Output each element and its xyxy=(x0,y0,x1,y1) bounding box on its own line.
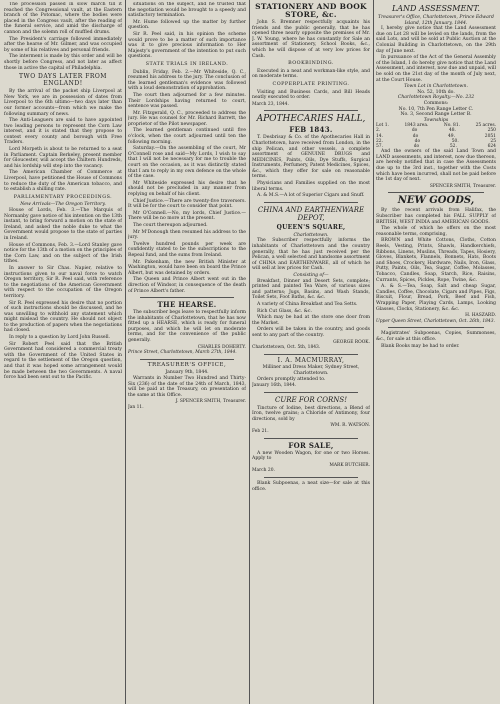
divider xyxy=(264,392,358,393)
paragraph: The interment is made by this order and will be shortly before Congress, and not later as affect those in active the capital of Philadelphia. xyxy=(4,54,122,71)
table-cell: Lot 1. xyxy=(376,123,389,129)
paragraph: Warrants in Number Two Hundred and Thirty-Six (236) of the date of the 24th of March, 1843, will be paid at the Treasury, on presentation of the same at this Office. xyxy=(128,376,246,398)
paragraph: Physicians and Families supplied on the most liberal terms. xyxy=(252,181,370,192)
table-cell: do xyxy=(411,128,418,134)
table-cell: No. 81. xyxy=(443,123,461,129)
paragraph: The procession passed in slow march till it reached the Congressional vault, at the Eastern branch of the Potomac, where the bodies were placed in the Congress vault, after the reading of the funeral service, and amid the discharge of cannon and the solemn roll of muffled drums. xyxy=(4,2,122,35)
dateline: Jan 11. xyxy=(128,405,144,410)
paragraph: In pursuance of the Act of the General Assembly of the Island, I do hereby give notice that the Land Assessment, and interest, now due and unpaid, will be sold on the 21st day of the month of July next, at the Court House. xyxy=(376,55,496,83)
advert-subheading: COPPERPLATE PRINTING. xyxy=(272,81,350,87)
table-cell: 48. xyxy=(448,128,456,134)
paragraph: Visiting and Business Cards, and Bill Heads neatly executed to order. xyxy=(252,89,370,101)
divider xyxy=(140,297,234,298)
column-rule xyxy=(125,0,126,704)
advert-heading: APOTHECARIES HALL, xyxy=(256,114,366,125)
paragraph: Tincture of Iodine, best directions, a Blend of Iron, twelve grains; a Chloride of Antimony, four directions, sold by xyxy=(252,405,370,422)
paragraph: In reply to a question by Lord John Russell. xyxy=(9,335,111,341)
paragraph: T. Desbrisay & Co. of the Apothecaries Hall in Charlottetown, have received from London, in the ship Pelican, and other vessels, a complete assortment of GENUINE DRUGS and MEDICINES, Paints, Oils, Dye Stuffs, Surgical Instruments, Perfumery, Patent Medicines, Spices, &c., which they offer for sale on reasonable terms. xyxy=(252,135,370,180)
table-row: No. 3, Second Range Letter B. xyxy=(400,112,472,118)
column-rule xyxy=(373,0,374,704)
advert-subheading: Milliner and Dress Maker, Sydney Street, Charlottetown. xyxy=(262,365,360,376)
table-cell: 2. xyxy=(376,128,381,134)
advert-heading: CURE FOR CORNS! xyxy=(274,395,348,404)
paragraph: Orders will be taken in the country, and goods sent to any part of the country. xyxy=(252,327,370,338)
paragraph: Which may be had at the store one door from the Market. xyxy=(252,315,370,326)
table-cell: 25 acres. xyxy=(475,123,496,129)
paragraph: Mr. Pakenham, the new British Minister at Washington, would have been on board the Prince Albert, but was detained by orders. xyxy=(128,259,246,276)
dateline: January 9th, 1844. xyxy=(165,370,209,376)
advert-subheading: BOOKBINDING. xyxy=(288,61,334,67)
advert-heading: THE HEARSE. xyxy=(157,300,217,310)
paragraph: BROWN and White Cottons, Cloths, Cotton Reels, Vesting, Prints, Shawls, Handkerchiefs, Ribbons, Linens, Muslins, Threads, Tapes, Hosiery, Gloves, Blankets, Flannels, Bonnets, Hats, Boots and Shoes, Crockery, Hardware, Nails, Iron, Glass, Putty, Paints, Oils, Tea, Sugar, Coffee, Molasses, Tobacco, Candles, Soap, Starch, Rice, Raisins, Currants, Spices, Pickles, Rope, Twine, &c. xyxy=(376,238,496,283)
advert-subheading: Charlottetown. xyxy=(293,232,329,238)
paragraph: Breakfast, Dinner and Desert Sets, complete; printed and painted Tea Ware, of various sizes and patterns; Jugs, Basins, and Wash Stands, Toilet Sets, Foot Baths, &c. &c. xyxy=(252,278,370,301)
divider xyxy=(264,202,358,203)
paragraph: Sir Robert Peel said that the British Government had considered a commercial treaty with the Government of the United States in regard to the settlement of the Oregon question, and that it was hoped some arrangement would be made between the two Governments. A naval force had been sent out to the Pacific. xyxy=(4,341,122,381)
paragraph: Orders promptly attended to. xyxy=(257,376,326,382)
paragraph: The court then adjourned for a few minutes. Their Lordships having returned to court, sentence was passed. xyxy=(128,92,246,110)
paragraph: The Queen and Prince Albert went out in the direction of Windsor, in consequence of the death of Prince Albert's father. xyxy=(128,277,246,294)
paragraph: By the arrival of the packet ship Liverpool at New York, we are in possession of dates from Liverpool to the 6th ultimo—two days later than our former accounts—from which we make the following summary of news. xyxy=(4,89,122,117)
paragraph: I, hereby give notice that the Land Assessment due on Lot 28 will be levied on the lands, from the said Lots, and will be sold at Public Auction at the Colonial Building in Charlottetown, on the 29th day of June next. xyxy=(376,26,496,54)
dateline: Prince Street, Charlottetown, March 27th, 1844. xyxy=(128,350,237,356)
article-heading: PARLIAMENTARY PROCEEDINGS. xyxy=(13,194,113,200)
paragraph: Mr O'Connell.—No, my lords, Chief Justice.—There will be no more at the present. xyxy=(128,210,246,222)
advert-heading: STATIONERY AND BOOK STORE, &c. xyxy=(255,2,367,19)
column-1 xyxy=(4,2,122,702)
table-cell: do xyxy=(414,138,421,144)
table-row: No. 52, 10th do. xyxy=(417,89,455,95)
table-row: No. 10, 7th Pen Range Letter C. xyxy=(398,106,474,112)
paragraph: Executed in a neat and workman-like style, and on moderate terms. xyxy=(252,68,370,80)
divider xyxy=(388,327,484,328)
paragraph: The Anti-Leaguers are said to have appointed two leading persons to represent the Corn Law interest, and it is stated that they propose to contest every county and borough with Free Traders. xyxy=(4,118,122,146)
table-cell: 250 xyxy=(487,128,496,134)
paragraph: Lord Morpeth is about to be returned to a seat in Parliament. Captain Berkeley, present member for Gloucester, will accept the Chiltern Hundreds, and his lordship will step into the vacancy. xyxy=(4,147,122,169)
table-cell: 25 xyxy=(490,138,496,144)
paragraph: The subscriber begs leave to respectfully inform the inhabitants of Charlottetown, that he has now fitted up a HEARSE, which is ready for funeral purposes, and which he will let on moderate terms, and for the convenience of the public generally. xyxy=(128,310,246,344)
paragraph: Mr. Hume followed up the matter by further question. xyxy=(128,19,246,31)
divider xyxy=(388,192,484,193)
table-cell: 14. xyxy=(376,133,383,139)
table-cell: 2051 xyxy=(484,133,496,139)
signature: CHARLES DOHERTY. xyxy=(197,344,246,350)
column-4 xyxy=(376,2,496,702)
paragraph: The President's carriage followed immediately after the hearse of Mr. Gilmer, and was occupied by some of his relatives and personal friends. xyxy=(4,36,122,53)
paragraph: Mr Whiteside expressed his desire that he should not be precluded in any manner from replying on behalf of his client. xyxy=(128,180,246,197)
paragraph: House of Commons, Feb. 3.—Lord Stanley gave notice for the 13th of a motion on the principles of the Corn Law, and on the subject of the Irish tithes. xyxy=(4,242,122,265)
article-heading: STATE TRIALS IN IRELAND. xyxy=(145,61,229,67)
advert-subheading: Consisting of— xyxy=(293,273,329,278)
paragraph: A. & M.S.—A lot of Superior Cigars and Snuff. xyxy=(257,193,365,199)
signature: GEORGE ROOK. xyxy=(333,339,370,345)
dateline: Charlottetown, Oct. 5th, 1843. xyxy=(252,345,321,351)
advert-heading: CHINA AND EARTHENWARE DEPOT, xyxy=(257,205,365,222)
signature: WM. R. WATSON. xyxy=(330,423,370,429)
signature: J. SPENCER SMITH, Treasurer. xyxy=(175,399,246,405)
table-cell: 50. xyxy=(451,138,459,144)
paragraph: John S. Bremner respectfully acquaints his friends and the public generally, that he has opened three nearly opposite the premises of Mr. J. W. Young, where he has constantly for Sale an assortment of Stationery, School Books, &c., which he will dispose of at very low prices for Cash. xyxy=(252,20,370,59)
divider xyxy=(140,359,234,360)
paragraph: By the recent arrivals from Halifax, the Subscriber has completed his FALL SUPPLY of BRITISH, WEST INDIA and AMERICAN GOODS. xyxy=(376,208,496,225)
divider xyxy=(264,438,358,439)
table-cell: do xyxy=(412,133,419,139)
dateline: Feb 21. xyxy=(252,429,269,435)
table-cell: 1843 area. xyxy=(404,123,429,129)
divider xyxy=(264,354,358,355)
paragraph: The Subscriber respectfully informs the inhabitants of Charlottetown and the country generally, that he has just received per the Pelican, a well selected and handsome assortment of CHINA and EARTHENWARE, all of which he will sell at low prices for Cash. xyxy=(252,238,370,272)
advert-heading: QUEEN'S SQUARE, xyxy=(276,223,346,231)
table-cell: 57. xyxy=(376,144,383,150)
paragraph: Magistrates' Subpoenas, Copies, Summonses, &c., for sale at this office. xyxy=(376,331,496,342)
advert-heading: FEB 1843. xyxy=(289,125,333,135)
signature: MARK BUTCHER. xyxy=(329,462,370,468)
advert-heading: FOR SALE, xyxy=(288,440,334,450)
advert-heading: I. A. MACMURRAY, xyxy=(277,356,345,364)
paragraph: A new Wooden Wagon, for one or two Horses. Apply to xyxy=(252,450,370,462)
paragraph: The whole of which he offers on the most reasonable terms, comprising, xyxy=(376,226,496,237)
advert-heading: NEW GOODS, xyxy=(397,195,475,207)
paragraph: A variety of China Breakfast and Tea Setts. xyxy=(257,301,358,307)
table-subheading: Commons: xyxy=(423,100,449,106)
paragraph: Mr. Fitzgerald, Q. C., proceeded to address the jury. He was counsel for Mr. Richard Barrett, the proprietor of the Pilot newspaper. xyxy=(128,110,246,127)
paragraph: The American Chamber of Commerce at Liverpool, have petitioned the House of Commons to reduce the duty of the American tobacco, and to establish a shilling rate. xyxy=(4,170,122,193)
table-heading: Townships xyxy=(423,117,449,123)
paragraph: Saturday.—On the assembling of the court, Mr O'Connell rose and said—My Lords, I wish to say that I will not be necessary for me to trouble the court on the occasion, as it was distinctly stated that I am to reply in my own defence on the whole of the case. xyxy=(128,146,246,180)
paragraph: Sir R. Peel said, in his opinion the scheme would prove to be a matter of such importance was it to give precious information to Her Majesty's government of the intention to put such questions. xyxy=(128,31,246,60)
paragraph: Sir R. Peel expressed his desire that no portion of such instructions should be discussed, and he was unwilling to withhold any statement which might mislead the country. He should not object to the production of papers when the negotiations had closed. xyxy=(4,300,122,334)
advert-subheading: Treasurer's Office, Charlottetown, Prince Edward Island, 12th January, 1844. xyxy=(378,15,494,26)
divider xyxy=(264,110,358,111)
dateline: March 23, 1844. xyxy=(252,101,289,107)
paragraph: And the owners of the said Land Town and LAND assessments, and interest, now due thereon, are hereby notified that in case the Assessments due up to the 3rd inst., together with the Costs which have been incurred, shall not be paid before the 1st day of next. xyxy=(376,149,496,183)
advert-heading: TREASURER'S OFFICE, xyxy=(147,361,227,368)
signature: SPENCER SMITH, Treasurer. xyxy=(429,183,496,189)
table-cell: 22. xyxy=(376,138,383,144)
paragraph: Rich Cut Glass, &c. &c. xyxy=(257,308,312,314)
paragraph: A. & S.—Tea, Soap, Salt and cheap Sugar, Candles, Coffee, Chocolate, Cigars and Pipes, Figs, Biscuit, Flour, Bread, Pork, Beef and Fish, Wrapping Paper, Playing Cards, Lamps, Looking Glasses, Clocks, Stationery, &c. &c. xyxy=(376,284,496,312)
article-subheading: New Arrivals—The Oregon Territory. xyxy=(20,202,106,208)
dateline: January 16th, 1844. xyxy=(252,383,297,389)
article-heading: TWO DAYS LATER FROM ENGLAND! xyxy=(19,73,107,88)
paragraph: Blank Subpoenas, a neat size—for sale at this office. xyxy=(252,481,370,492)
table-cell: 49. xyxy=(448,133,455,139)
paragraph: Dublin, Friday, Feb. 2.—Mr Whiteside, Q. C., resumed his address to the jury. The conclusion of the learned gentleman's evidence was followed with a loud demonstration of approbation. xyxy=(128,69,246,92)
signature: H. HASZARD. xyxy=(465,313,496,319)
paragraph: The learned gentleman continued until five o'clock, when the court adjourned until ten the following morning. xyxy=(128,128,246,145)
paragraph: Chief Justice.—There are twenty-five traversers. It will be for the court to consider that point. xyxy=(128,198,246,210)
paragraph: situations on the subject, and he trusted that the negotiation would be brought to a speedy and satisfactory termination. xyxy=(128,2,246,19)
dateline: Upper Queen Street, Charlottetown, Oct. 26th, 1843. xyxy=(376,318,495,324)
table-cell: 624 xyxy=(487,144,496,150)
table-cell: do xyxy=(413,144,420,150)
dateline: March 20. xyxy=(252,468,275,474)
column-2 xyxy=(128,2,246,702)
table-heading: Charlottetown Royalty.—No. 232 xyxy=(397,95,475,101)
paragraph: Mr M'Donough then resumed his address to the jury. xyxy=(128,229,246,241)
advert-heading: LAND ASSESSMENT. xyxy=(391,4,481,13)
paragraph: Blank Books may be had to order. xyxy=(381,343,460,349)
assessment-table xyxy=(376,123,496,149)
column-rule xyxy=(249,0,250,704)
table-heading: Town Lot in Charlottetown. xyxy=(404,84,468,90)
paragraph: Twelve hundred pounds per week are confidently stated to be the subscriptions to the Repeal fund, and the sums from Ireland. xyxy=(128,241,246,258)
paragraph: The court thereupon adjourned. xyxy=(133,222,208,228)
divider xyxy=(264,477,358,478)
table-cell: 52. xyxy=(449,144,457,150)
paragraph: House of Lords, Feb. 3.—The Marquis of Normanby gave notice of his intention on the 13th instant, to bring forward a motion on the state of Ireland, and asked the noble duke to what the Government would propose to the state of parties in Ireland. xyxy=(4,208,122,241)
paragraph: In answer to Sir Chas. Napier, relative to instructions given to our naval force to watch Oregon territory, Sir R. Peel said, with reference to the negotiations of the American Government with respect to the occupation of the Oregon territory. xyxy=(4,265,122,299)
column-3 xyxy=(252,2,370,702)
